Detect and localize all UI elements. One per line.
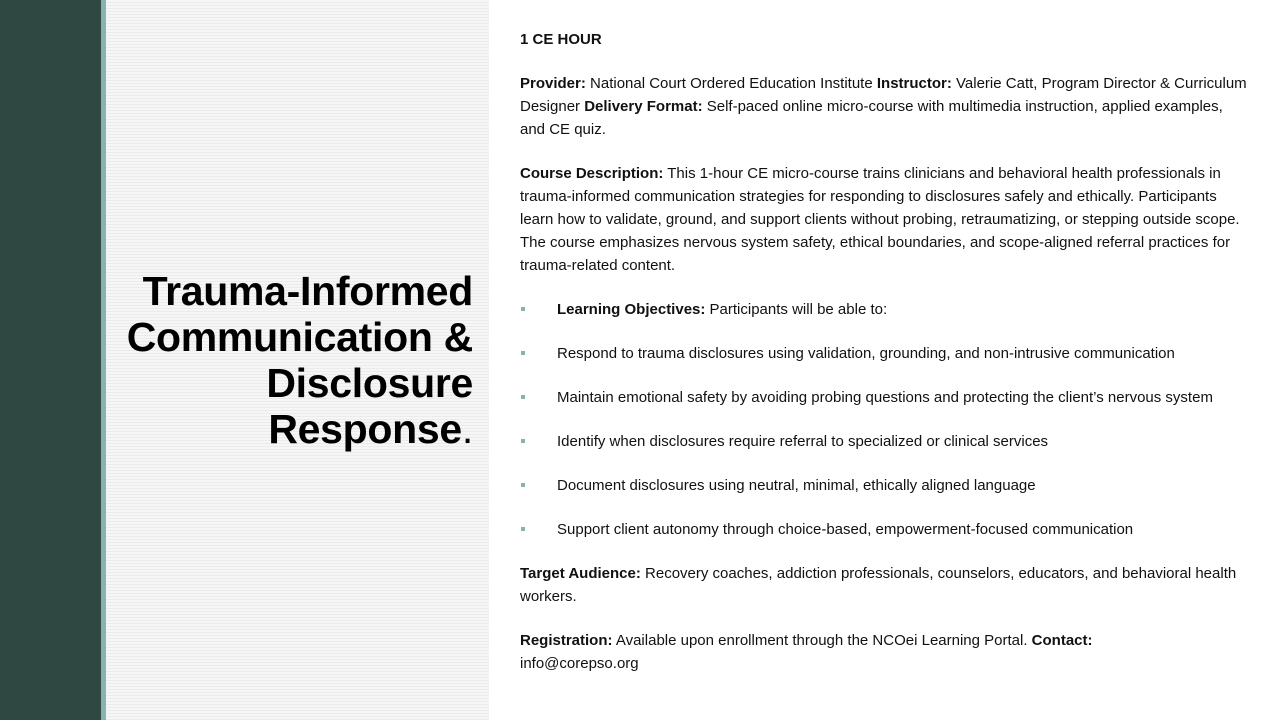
- contact-label: Contact:: [1031, 632, 1093, 649]
- title-panel: [106, 0, 489, 720]
- bullet-marker: [521, 307, 525, 311]
- list-item: [520, 386, 1250, 409]
- bullet-marker: [521, 527, 525, 531]
- description-value: This 1-hour CE micro-course trains clinicians and behavioral health professionals in trauma-informed communication strategies for responding to disclosures safely and ethically. Participants learn how to validate, ground, and support clients without probing, retraumatizing, or stepping outside scope. The course emphasizes nervous system safety, ethical boundaries, and scope-aligned referral practices for trauma-related content.: [520, 165, 1240, 274]
- objective-text: Maintain emotional safety by avoiding probing questions and protecting the client’s nervous system: [557, 389, 1213, 406]
- description-label: Course Description:: [520, 165, 664, 182]
- description-paragraph: [520, 162, 1250, 277]
- registration-paragraph: [520, 629, 1250, 675]
- ce-hours-text: 1 CE HOUR: [520, 31, 602, 48]
- delivery-value: Self-paced online micro-course with multimedia instruction, applied examples, and CE quiz.: [520, 98, 1223, 138]
- contact-email: info@corepso.org: [520, 655, 639, 672]
- objective-text: Support client autonomy through choice-based, empowerment-focused communication: [557, 521, 1134, 538]
- audience-value: Recovery coaches, addiction professionals, counselors, educators, and behavioral health workers.: [520, 565, 1237, 605]
- provider-paragraph: [520, 72, 1250, 141]
- left-dark-bar: [0, 0, 101, 720]
- slide-title-period: .: [461, 406, 473, 452]
- slide-title-text: Trauma-Informed Communication & Disclosure Response: [126, 268, 473, 452]
- bullet-marker: [521, 483, 525, 487]
- bullet-marker: [521, 395, 525, 399]
- list-item-objectives-intro: [520, 298, 1250, 321]
- delivery-label: Delivery Format:: [584, 98, 703, 115]
- objective-text: Document disclosures using neutral, minimal, ethically aligned language: [557, 477, 1036, 494]
- audience-paragraph: [520, 562, 1250, 608]
- objectives-list: [520, 298, 1250, 541]
- audience-label: Target Audience:: [520, 565, 641, 582]
- bullet-marker: [521, 439, 525, 443]
- bullet-marker: [521, 351, 525, 355]
- objectives-intro: Participants will be able to:: [705, 301, 888, 318]
- list-item: [520, 474, 1250, 497]
- instructor-label: Instructor:: [876, 75, 952, 92]
- provider-value: National Court Ordered Education Institute: [585, 75, 877, 92]
- instructor-value: Valerie Catt, Program Director & Curriculum Designer: [520, 75, 1247, 115]
- registration-label: Registration:: [520, 632, 613, 649]
- list-item: [520, 342, 1250, 365]
- ce-hours: [520, 28, 1250, 51]
- course-details: [520, 28, 1250, 696]
- list-item: [520, 518, 1250, 541]
- objectives-label: Learning Objectives:: [557, 301, 706, 318]
- slide-title: [113, 268, 473, 452]
- registration-value: Available upon enrollment through the NCOei Learning Portal.: [612, 632, 1032, 649]
- list-item: [520, 430, 1250, 453]
- provider-label: Provider:: [520, 75, 586, 92]
- objective-text: Identify when disclosures require referral to specialized or clinical services: [557, 433, 1049, 450]
- objective-text: Respond to trauma disclosures using validation, grounding, and non-intrusive communication: [557, 345, 1175, 362]
